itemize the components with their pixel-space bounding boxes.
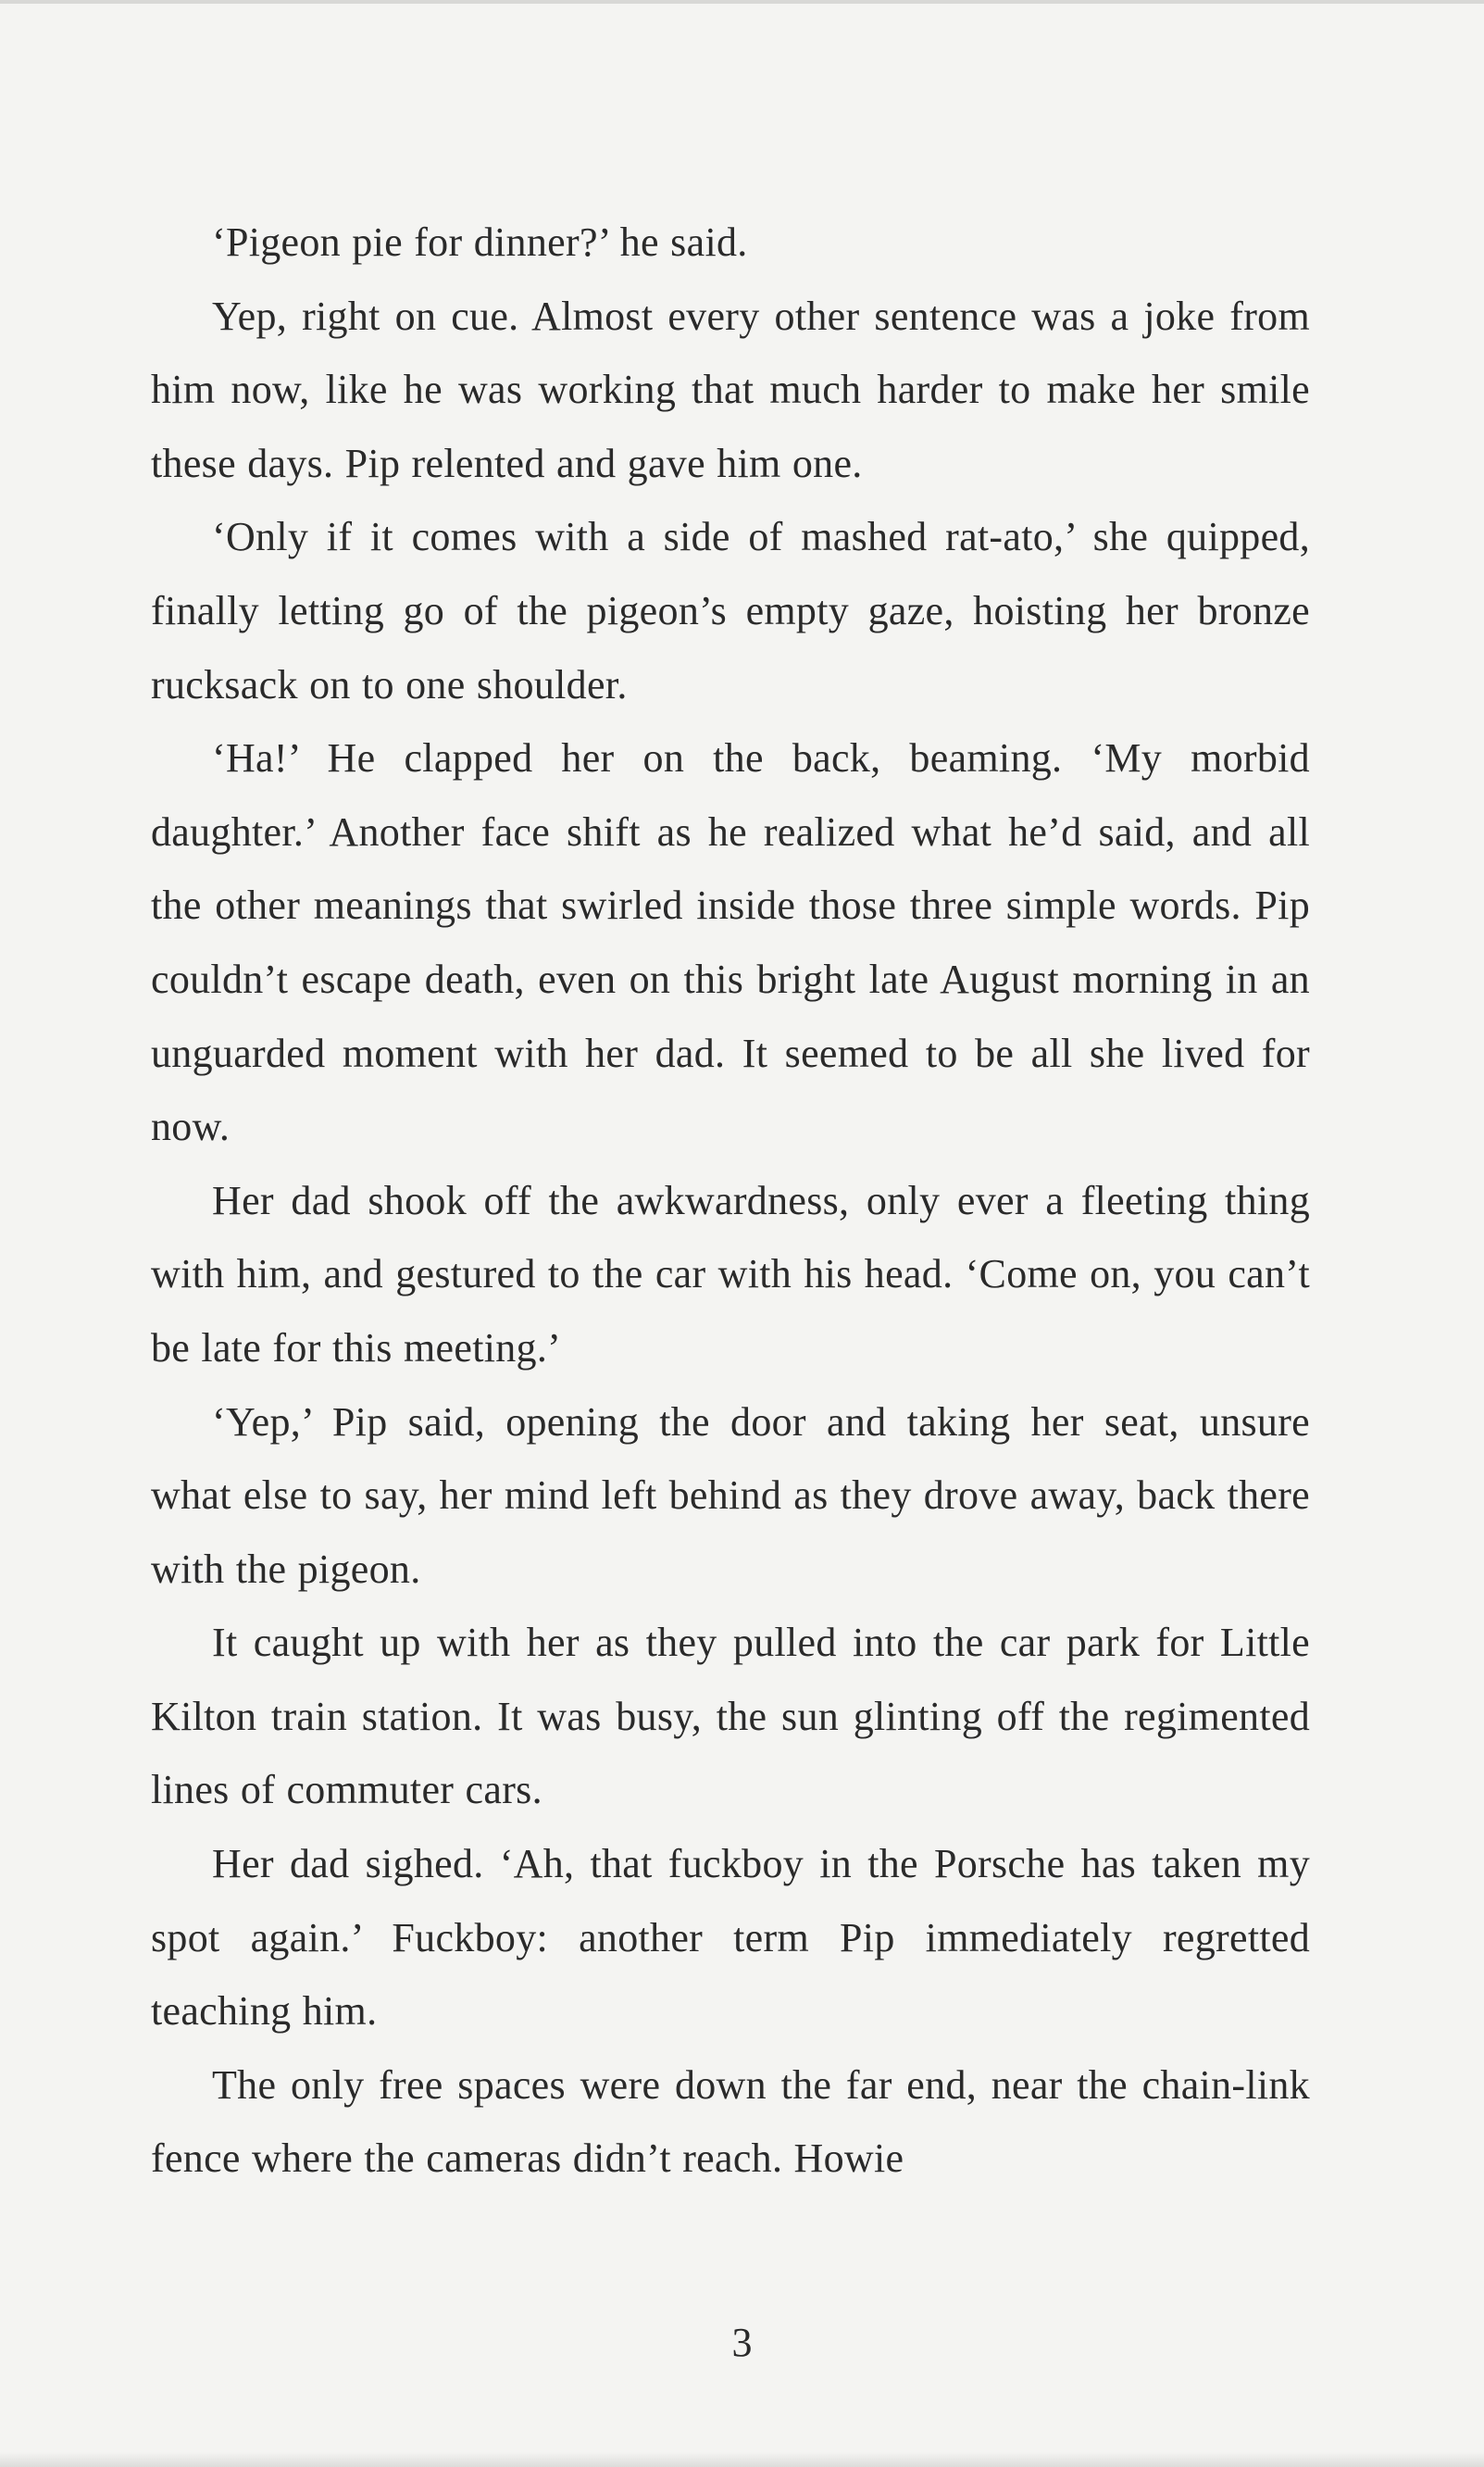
page-bottom-edge (0, 2452, 1484, 2467)
paragraph-8: Her dad sighed. ‘Ah, that fuckboy in the Porsche has taken my spot again.’ Fuckboy: another term Pip immediately regretted teaching him. (151, 1841, 1310, 2035)
page-top-edge (0, 0, 1484, 4)
paragraph-6: ‘Yep,’ Pip said, opening the door and taking her seat, unsure what else to say, her mind left behind as they drove away, back there with the pigeon. (151, 1398, 1310, 1592)
paragraph-9: The only free spaces were down the far end, near the chain-link fence where the cameras didn’t reach. Howie (151, 2061, 1310, 2182)
page-number: 3 (731, 2320, 753, 2365)
paragraph-1: ‘Pigeon pie for dinner?’ he said. (212, 219, 748, 265)
paragraph-2: Yep, right on cue. Almost every other sentence was a joke from him now, like he was working that much harder to make her smile these days. Pip relented and gave him one. (151, 293, 1310, 486)
body-text (151, 206, 1310, 2196)
paragraph-3: ‘Only if it comes with a side of mashed rat-ato,’ she quipped, finally letting go of the pigeon’s empty gaze, hoisting her bronze rucksack on to one shoulder. (151, 514, 1310, 708)
paragraph-7: It caught up with her as they pulled into the car park for Little Kilton train station. It was busy, the sun glinting off the regimented lines of commuter cars. (151, 1620, 1310, 1813)
paragraph-4: ‘Ha!’ He clapped her on the back, beaming. ‘My morbid daughter.’ Another face shift as he realized what he’d said, and all the other meanings that swirled inside those three simple words. Pip couldn’t escape death, even on this bright late August morning in an unguarded moment with her dad. It seemed to be all she lived for now. (151, 735, 1310, 1150)
paragraph-5: Her dad shook off the awkwardness, only ever a fleeting thing with him, and gestured to the car with his head. ‘Come on, you can’t be late for this meeting.’ (151, 1177, 1310, 1371)
